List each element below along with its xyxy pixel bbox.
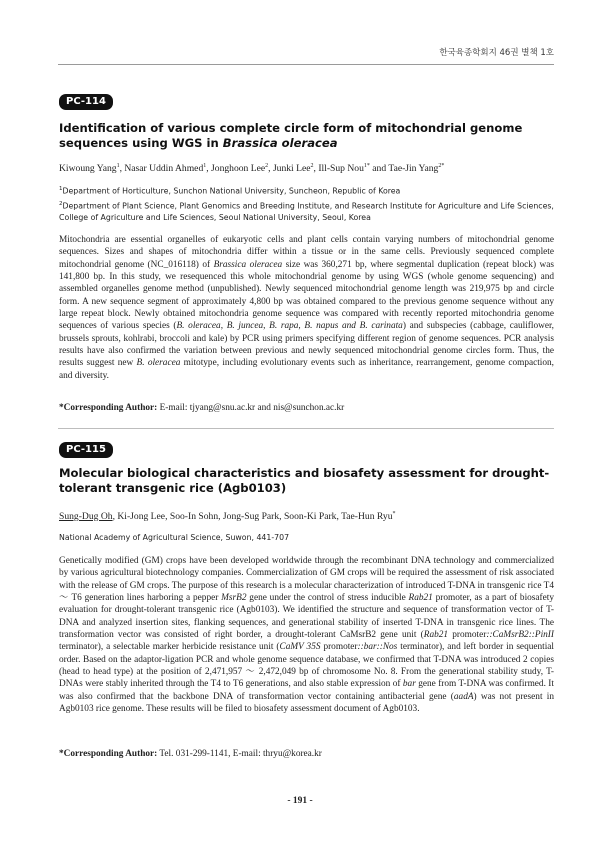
author-list: Kiwoung Yang$^1$, Nasar Uddin Ahmed$^1$, Jonghoon Lee$^2$, Junki Lee$^2$, Ill-Sup Nou$^{1*}$ and Tae-Jin Yang$^{2*}$ [59,163,445,175]
header-rule [58,64,554,65]
author: Ill-Sup Nou$^{1*}$ [318,163,370,175]
affiliation-list [59,183,554,224]
corresponding-author: *Corresponding Author: Tel. 031-299-1141, E-mail: thryu@korea.kr [59,749,322,759]
author: Soon-Ki Park [283,511,337,523]
section-divider [58,428,554,429]
article-title [59,121,554,151]
author: Sung-Dug Oh [59,511,113,523]
affiliation: $^2$Department of Plant Science, Plant Genomics and Breeding Institute, and Research Institute for Agriculture and Life Sciences, College of Agriculture and Life Sciences, Seoul National University, Seoul, Korea [59,200,554,223]
author: Kiwoung Yang$^1$ [59,163,120,175]
author: Tae-Jin Yang$^{2*}$ [388,163,445,175]
author: Ki-Jong Lee [117,511,166,523]
author: Soo-In Sohn [169,511,219,523]
article-id-badge: PC-114 [59,94,113,110]
affiliation: National Academy of Agricultural Science, Suwon, 441-707 [59,533,290,542]
page-number: - 191 - [287,796,313,806]
author-list: Sung-Dug Oh, Ki-Jong Lee, Soo-In Sohn, Jong-Sug Park, Soon-Ki Park, Tae-Hun Ryu* [59,511,396,523]
article-id-badge: PC-115 [59,442,113,458]
abstract: Mitochondria are essential organelles of eukaryotic cells and plant cells contain varying numbers of mitochondrial genome sequences. Sizes and shapes of mitochondria differ within a tissue or in the same cells. Previously sequenced complete mitochondrial genome (NC_016118) of Brassica oleracea size was 360,271 bp, where segmental duplication (repeat block) was 141,800 bp. In this study, we resequenced this whole mitochondrial genome by using WGS (whole genome sequencing) and assembled organelles genome method (unpublished). Newly sequenced mitochondrial genome length was 219,975 bp and circle form. A new sequence segment of approximately 4,800 bp was obtained compared to the previous genome sequence without any large repeat block. Newly obtained mitochondria genome sequence was compared with recently reported mitochondria genome sequences of various species (B. oleracea, B. juncea, B. rapa, B. napus and B. carinata) and subspecies (cabbage, cauliflower, brussels sprouts, kohlrabi, broccoli and kale) by PCR using primers specifying different region of genome sequences. PCR analysis results have also confirmed the variation between previous and newly sequenced mitochondrial genome circles form. Thus, the results suggest new B. oleracea mitotype, including evolutionary events such as inheritance, rearrangement, genome compaction, and diversity. [59,235,555,381]
article-title: Molecular biological characteristics and biosafety assessment for drought-tolerant transgenic rice (Agb0103) [59,466,550,495]
corresponding-author: *Corresponding Author: E-mail: tjyang@snu.ac.kr and nis@sunchon.ac.kr [59,403,345,413]
author: Junki Lee$^2$ [272,163,314,175]
author: Nasar Uddin Ahmed$^1$ [124,163,207,175]
author: Tae-Hun Ryu* [341,511,396,523]
article-title-species: Brassica oleracea [222,136,338,150]
author: Jong-Sug Park [222,511,280,523]
author: Jonghoon Lee$^2$ [211,163,269,175]
affiliation: $^1$Department of Horticulture, Sunchon National University, Suncheon, Republic of Korea [59,186,401,196]
journal-header: 한국육종학회지 46권 별책 1호 [439,48,554,58]
abstract: Genetically modified (GM) crops have been developed worldwide through the recombinant DNA technology and commercialized by various agricultural biotechnology companies. Commercialization of GM crops will be required the assessment of risk associated with the release of GM crops. The purpose of this research is a molecular characterization of introduced T-DNA in transgenic rice T4 ～ T6 generation lines harboring a pepper MsrB2 gene under the control of stress inducible Rab21 promoter, as a part of biosafety evaluation for drought-tolerant transgenic rice (Agb0103). We identified the structure and sequence of transformation vector of T-DNA and analyzed insertion sites, flanking sequences, and generational stability of inserted T-DNA in transgenic rice lines. The transformation vector was consisted of right border, a drought-tolerant CaMsrB2 gene unit (Rab21 promoter::CaMsrB2::PinII terminator), a selectable marker herbicide resistance unit (CaMV 35S promoter::bar::Nos terminator), and left border in sequential order. Based on the adaptor-ligation PCR and whole genome sequence database, we confirmed that T-DNA was introduced 2 copies (head to head type) at the position of 2,471,957 ～ 2,472,049 bp of chromosome No. 8. From the generational stability study, T-DNAs were stably inherited through the T4 to T6 generations, and also stable expression of bar gene from T-DNA was confirmed. It was also confirmed that the backbone DNA of transformation vector containing antibacterial gene (aadA) was not present in Agb0103 rice genome. These results will be filed to biosafety assessment document of Agb0103. [59,556,555,715]
article-title-text: Identification of various complete circle form of mitochondrial genome sequences using WGS in [59,121,523,150]
